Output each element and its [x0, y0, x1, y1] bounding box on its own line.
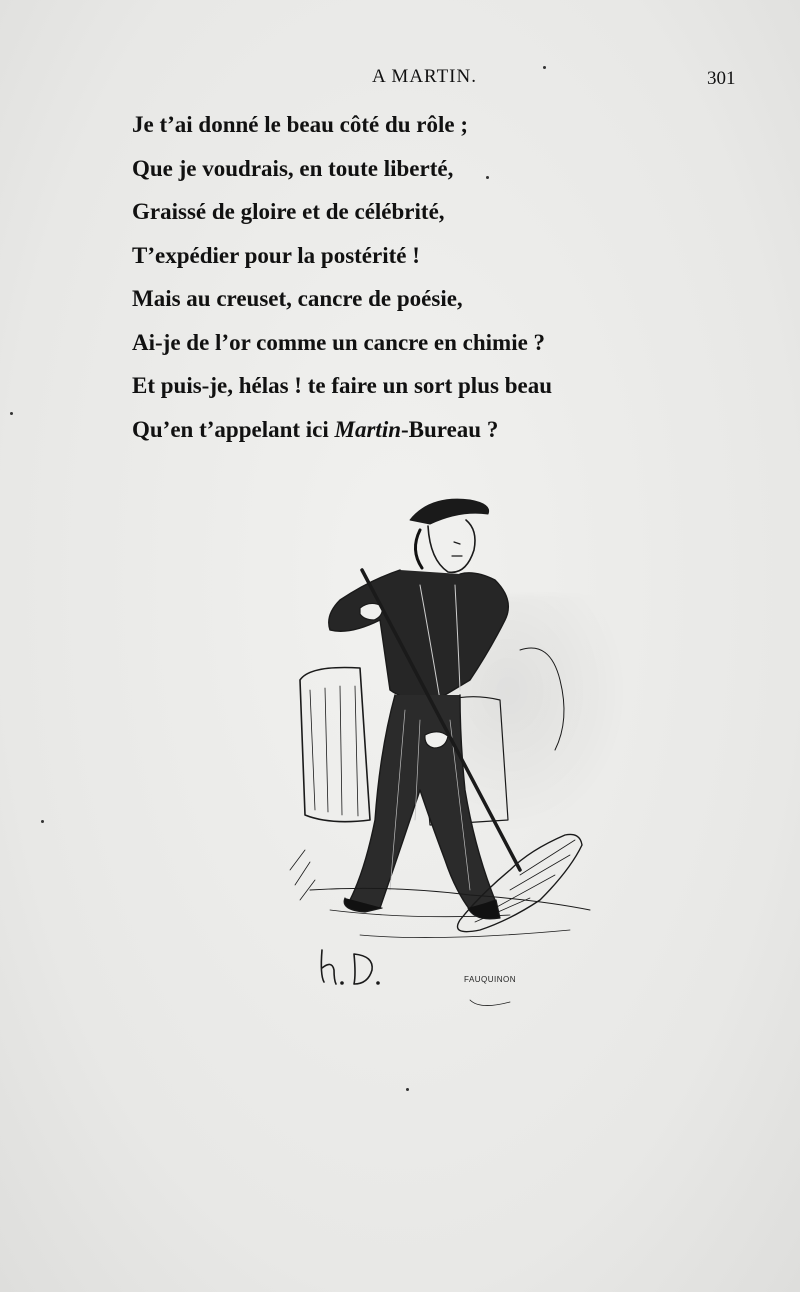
- verse-line: T’expédier pour la postérité !: [132, 242, 420, 268]
- poem-verse: [132, 103, 692, 451]
- sweeper-engraving: [270, 490, 610, 1030]
- verse-line: Je t’ai donné le beau côté du rôle ;: [132, 112, 469, 137]
- verse-line: Et puis-je, hélas ! te faire un sort plus beau: [132, 373, 552, 398]
- verse-line: Que je voudrais, en toute liberté,: [132, 155, 454, 181]
- verse-line: Graissé de gloire et de célébrité,: [132, 199, 445, 224]
- page-number: 301: [707, 68, 736, 89]
- paper-speck: [10, 412, 13, 415]
- verse-italic-name: Martin: [334, 416, 402, 442]
- verse-line: Mais au creuset, cancre de poésie,: [132, 286, 463, 311]
- printer-credit: FAUQUINON: [464, 975, 517, 984]
- paper-speck: [406, 1088, 409, 1091]
- verse-line-last: [132, 408, 692, 452]
- paper-speck: [486, 176, 489, 179]
- paper-speck: [543, 66, 546, 69]
- verse-text: -Bureau ?: [401, 416, 499, 442]
- running-title: A MARTIN.: [372, 66, 477, 87]
- engraving-illustration: [270, 490, 610, 1030]
- verse-line: Ai-je de l’or comme un cancre en chimie ?: [132, 329, 546, 355]
- running-head: [0, 66, 800, 96]
- verse-text: Qu’en t’appelant ici: [132, 416, 335, 442]
- paper-speck: [41, 820, 44, 823]
